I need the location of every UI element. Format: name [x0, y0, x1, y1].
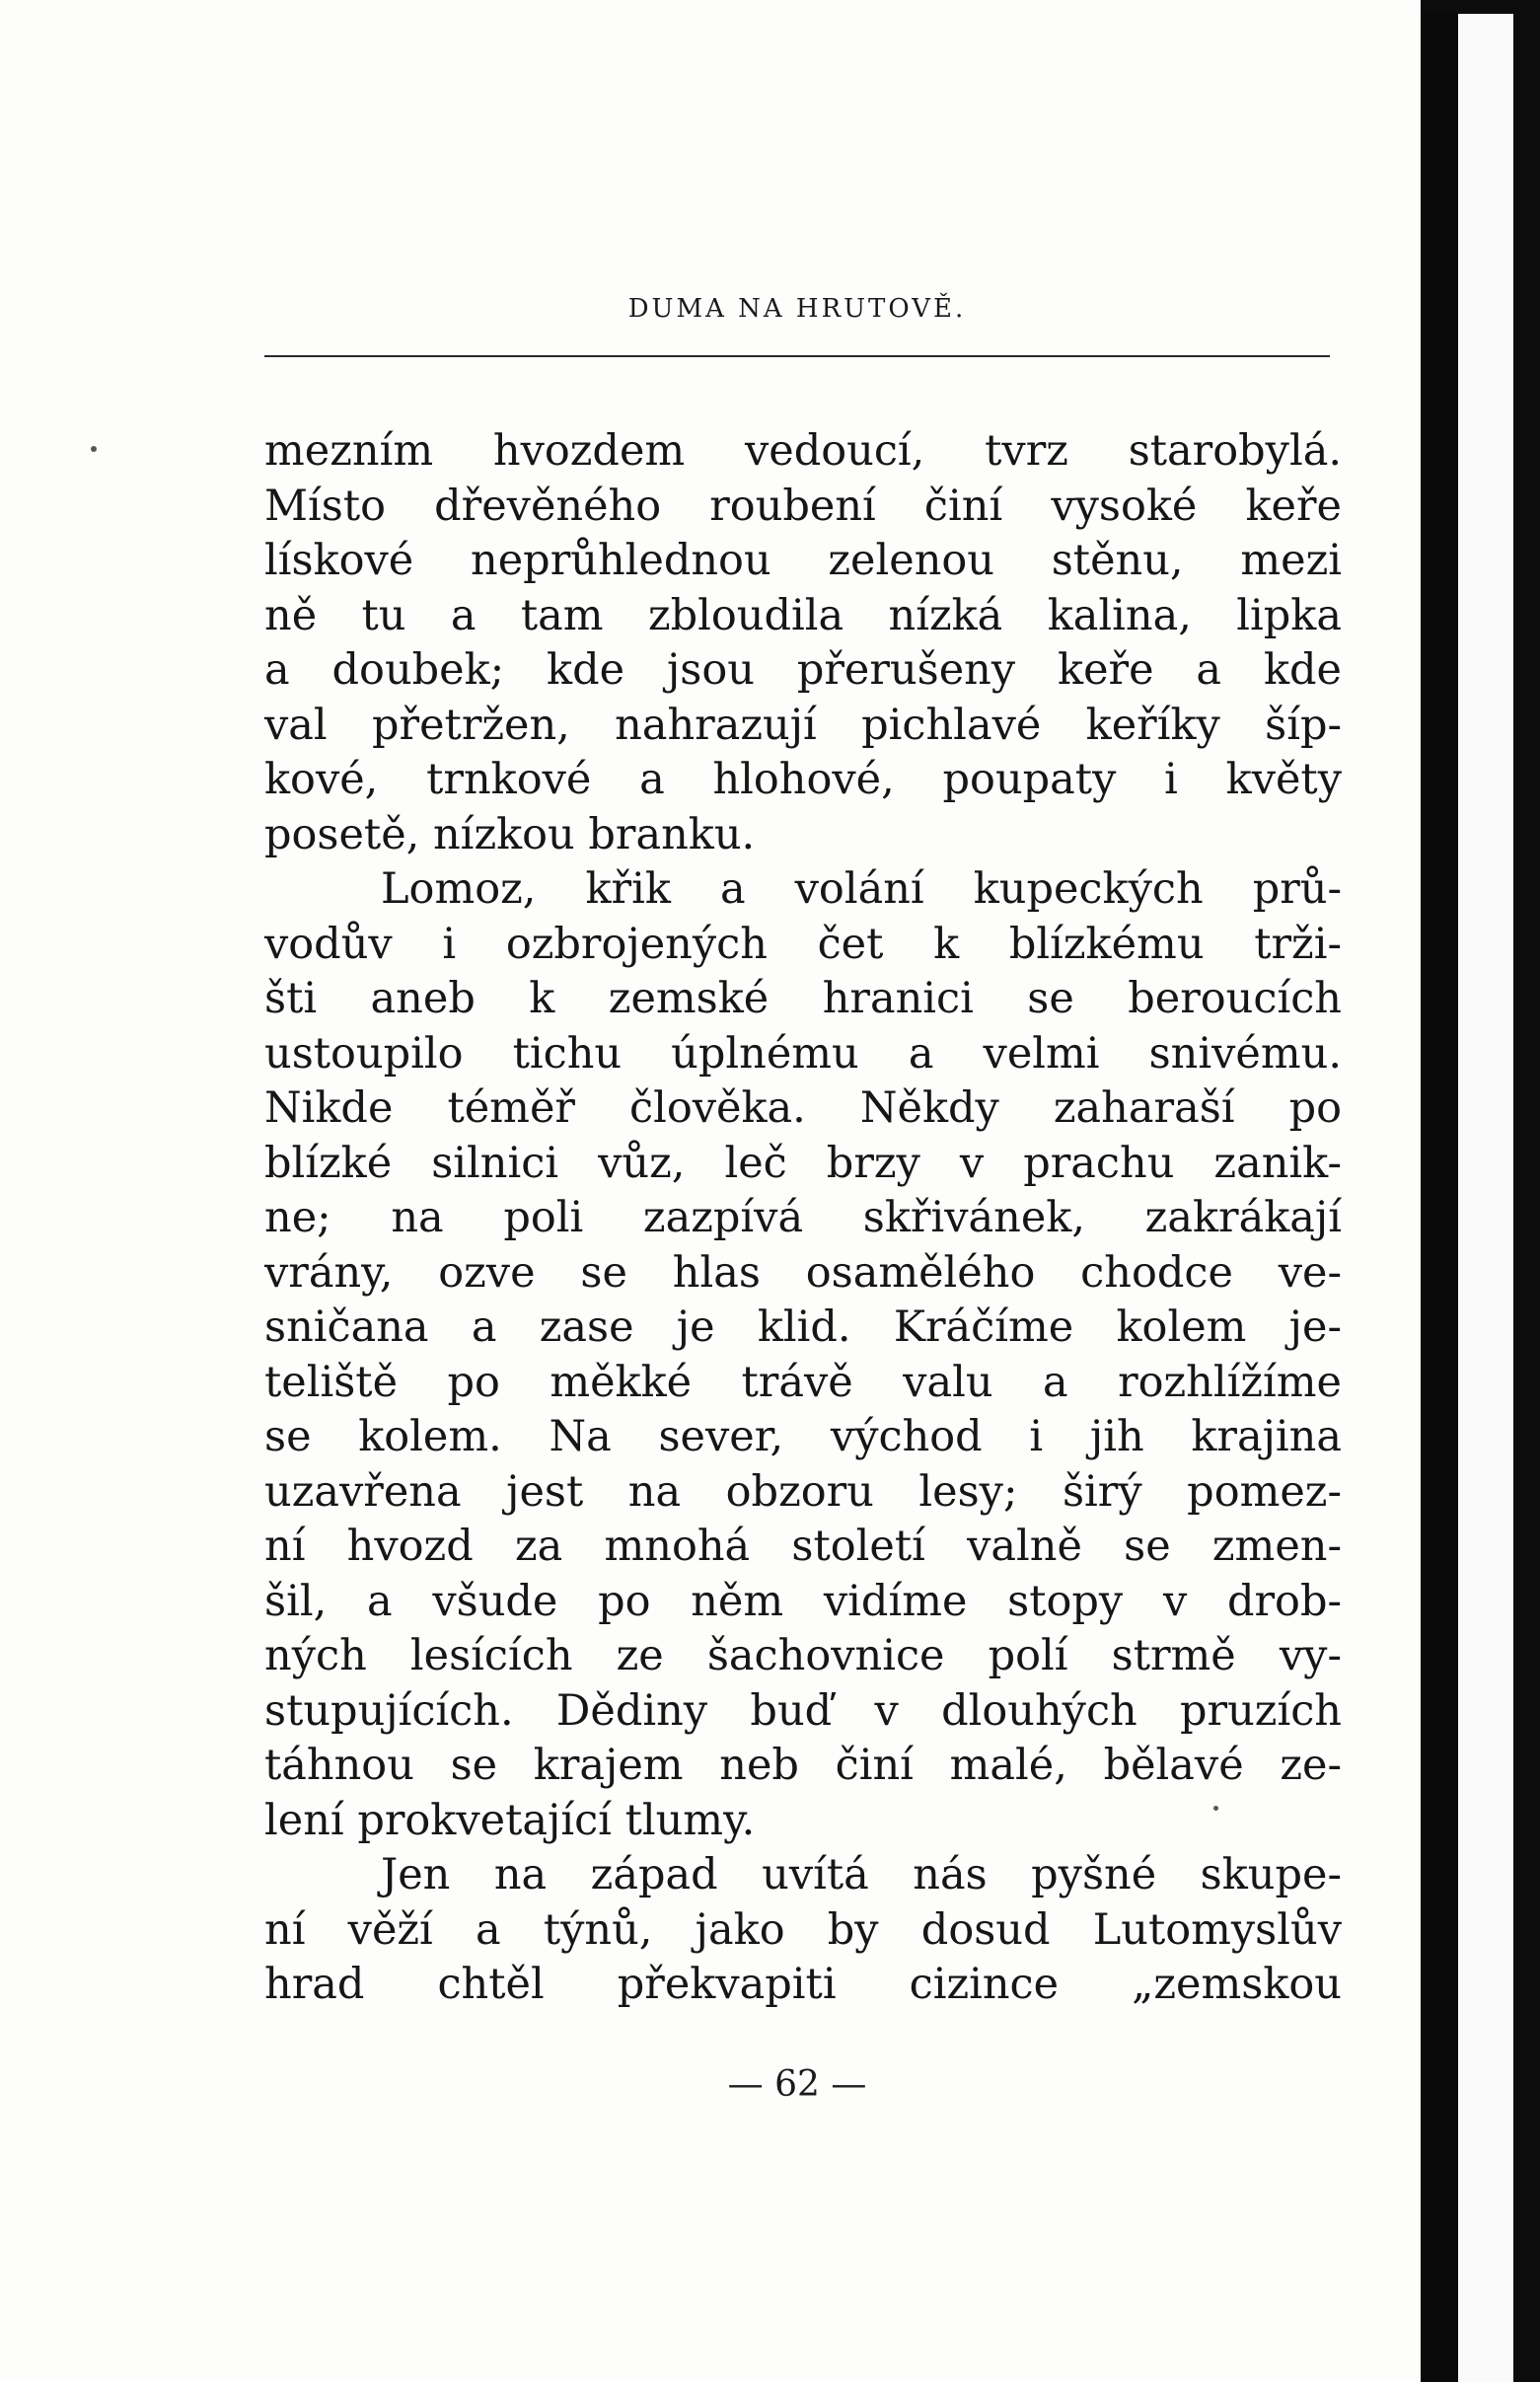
- text-line: ní věží a týnů, jako by dosud Lutomyslův: [264, 1904, 1342, 1955]
- book-gutter: [1421, 14, 1458, 2382]
- text-line: uzavřena jest na obzoru lesy; širý pomez-: [264, 1466, 1342, 1517]
- text-line: blízké silnici vůz, leč brzy v prachu zanik-: [264, 1138, 1342, 1188]
- text-line: posetě, nízkou branku.: [264, 809, 756, 859]
- text-line: stupujících. Dědiny buď v dlouhých pruzích: [264, 1685, 1342, 1736]
- header-rule: [264, 355, 1330, 357]
- facing-page-edge: [1458, 14, 1513, 2382]
- text-line: táhnou se krajem neb činí malé, bělavé ze-: [264, 1741, 1342, 1790]
- scan-speck: [91, 446, 97, 452]
- text-line: vodův i ozbrojených čet k blízkému trži-: [264, 919, 1342, 969]
- text-line: Nikde téměř člověka. Někdy zaharaší po: [264, 1083, 1342, 1133]
- page-number: — 62 —: [727, 2064, 867, 2105]
- text-line: Lomoz, křik a volání kupeckých prů-: [381, 864, 1342, 914]
- text-line: ní hvozd za mnohá století valně se zmen-: [264, 1522, 1342, 1571]
- text-line: val přetržen, nahrazují pichlavé keříky šíp-: [264, 700, 1342, 750]
- text-line: ustoupilo tichu úplnému a velmi snivému.: [264, 1028, 1342, 1079]
- text-line: šti aneb k zemské hranici se beroucích: [264, 974, 1342, 1023]
- text-line: se kolem. Na sever, východ i jih krajina: [264, 1412, 1342, 1461]
- text-line: hrad chtěl překvapiti cizince „zemskou: [264, 1960, 1342, 2009]
- running-header: DUMA NA HRUTOVĚ.: [627, 294, 967, 324]
- text-line: ne; na poli zazpívá skřivánek, zakrákají: [264, 1193, 1342, 1242]
- text-line: šil, a všude po něm vidíme stopy v drob-: [264, 1576, 1342, 1626]
- text-line: vrány, ozve se hlas osamělého chodce ve-: [264, 1247, 1342, 1298]
- text-line: ně tu a tam zbloudila nízká kalina, lipka: [264, 590, 1342, 640]
- text-line: a doubek; kde jsou přerušeny keře a kde: [264, 645, 1342, 695]
- text-line: lískové neprůhlednou zelenou stěnu, mezi: [264, 536, 1342, 585]
- scan-border-right: [1513, 0, 1540, 2382]
- text-line: teliště po měkké trávě valu a rozhlížíme: [264, 1357, 1342, 1407]
- body-text: [264, 424, 1342, 2013]
- scan-speck: [1213, 1806, 1218, 1811]
- text-line: Jen na západ uvítá nás pyšné skupe-: [381, 1850, 1342, 1899]
- text-line: ných lesících ze šachovnice polí strmě vy-: [264, 1631, 1342, 1680]
- text-line: lení prokvetající tlumy.: [264, 1795, 756, 1845]
- text-line: mezním hvozdem vedoucí, tvrz starobylá.: [264, 426, 1342, 476]
- text-line: Místo dřevěného roubení činí vysoké keře: [264, 481, 1342, 531]
- text-line: kové, trnkové a hlohové, poupaty i květy: [264, 755, 1342, 804]
- text-line: sničana a zase je klid. Kráčíme kolem je-: [264, 1303, 1342, 1352]
